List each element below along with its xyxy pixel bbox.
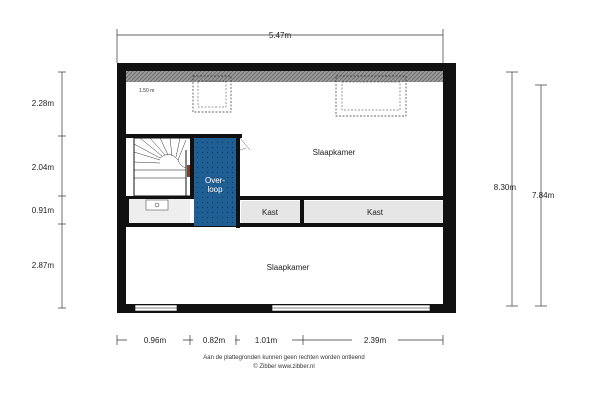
bottom-dim-4: 2.39m bbox=[363, 336, 387, 345]
left-dim-4: 2.87m bbox=[31, 261, 54, 270]
closet-right bbox=[304, 201, 443, 223]
left-dim-1: 2.28m bbox=[31, 99, 54, 108]
top-width-label: 5.47m bbox=[268, 31, 292, 40]
landing-label-2: loop bbox=[207, 185, 223, 194]
copyright-text: © Zibber www.zibber.nl bbox=[253, 364, 315, 370]
closet-left bbox=[241, 201, 300, 223]
right-dimensions bbox=[494, 72, 555, 306]
landing-label-1: Over- bbox=[205, 176, 225, 185]
bottom-dimensions bbox=[117, 335, 443, 345]
closet-left-label: Kast bbox=[261, 208, 279, 217]
disclaimer-text: Aan de plattegronden kunnen geen rechten worden ontleend bbox=[203, 355, 365, 361]
right-inner-label: 7.84m bbox=[532, 191, 555, 200]
closet-right-label: Kast bbox=[366, 208, 384, 217]
right-outer-label: 8.30m bbox=[493, 183, 516, 192]
bedroom-top-label: Slaapkamer bbox=[312, 148, 356, 157]
bottom-dim-2: 0.82m bbox=[202, 336, 226, 345]
staircase bbox=[134, 138, 194, 196]
bottom-dim-1: 0.96m bbox=[143, 336, 167, 345]
utility-niche bbox=[129, 199, 190, 223]
left-dim-2: 2.04m bbox=[31, 163, 54, 172]
roof-slope-band bbox=[126, 71, 443, 82]
left-dim-3: 0.91m bbox=[31, 206, 54, 215]
left-dimensions bbox=[32, 72, 66, 308]
top-dimension bbox=[117, 29, 443, 63]
bottom-dim-3: 1.01m bbox=[254, 336, 278, 345]
bedroom-bottom-label: Slaapkamer bbox=[266, 263, 310, 272]
ceiling-height-label: 1.50 m bbox=[139, 88, 155, 94]
